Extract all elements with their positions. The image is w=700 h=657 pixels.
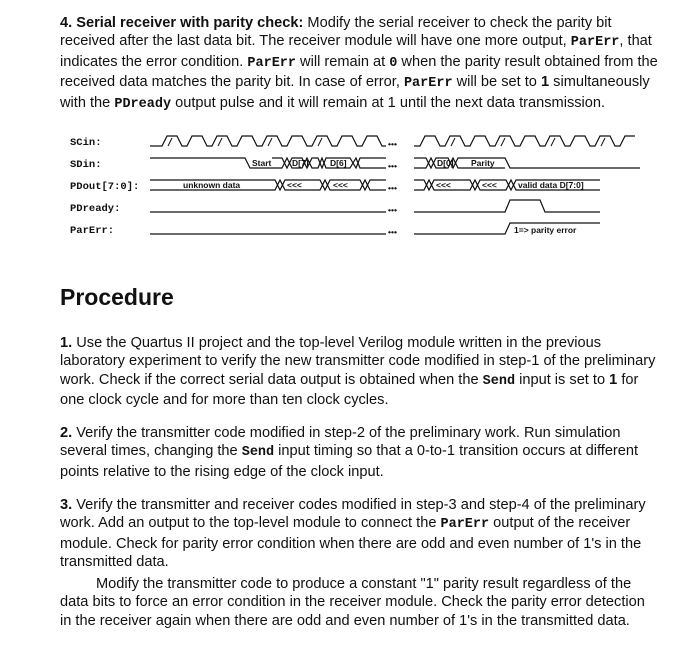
sdin-label-parity: Parity (471, 158, 495, 168)
code-send: Send (241, 445, 275, 461)
dots: ••• (388, 161, 397, 171)
pdout-label-shift: <<< (333, 180, 348, 190)
code-send: Send (482, 373, 516, 389)
dots: ••• (388, 139, 397, 149)
step-3-text-2: output of the receiver module. Check for parity error condition when there are odd and even number of 1's in the transmitted data. (60, 515, 642, 571)
procedure-step-3 (60, 496, 660, 572)
procedure-step-3-followup (60, 575, 660, 630)
step-1-number: 1. (60, 335, 73, 351)
task4-text-4: when the parity result obtained from the received data matches the parity bit. In case of error, (60, 53, 658, 91)
procedure-step-1 (60, 334, 660, 410)
step-1-text-1: Use the Quartus II project and the top-level Verilog module written in the previous laboratory experiment to verify the new transmitter code modified in step-1 of the preliminary work. Check if the correct serial data output is obtained when the (60, 335, 656, 388)
code-parerr: ParErr (570, 35, 620, 51)
sdin-label-d7: D[7] (292, 158, 309, 168)
task4-text-3: will remain at (296, 53, 390, 70)
pdout-label-shift: <<< (436, 180, 451, 190)
dots: ••• (388, 205, 397, 215)
timing-diagram (0, 0, 700, 245)
procedure-heading: Procedure (60, 284, 174, 310)
code-parerr: ParErr (403, 76, 453, 92)
code-parerr: ParErr (440, 517, 490, 533)
pdout-label-shift: <<< (482, 180, 497, 190)
task4-text-6: simultaneously with the (60, 74, 650, 111)
code-pdready: PDready (114, 96, 172, 112)
task4-text-7: output pulse and it will remain at 1 until the next data transmission. (171, 94, 606, 111)
task4-text-2: , that indicates the error condition. (60, 33, 652, 70)
dots: ••• (388, 183, 397, 193)
sdin-label-d0: D[0] (437, 158, 454, 168)
task4-text-1: Modify the serial receiver to check the parity bit received after the last data bit. The receiver module will have one more output, (60, 15, 612, 50)
parerr-label: 1=> parity error (514, 225, 577, 235)
task4-number: 4. (60, 15, 73, 31)
step-1-text-2: input is set to (515, 371, 610, 388)
pdready-waveform (150, 200, 600, 212)
value-one: 1 (540, 74, 550, 91)
sdin-label-d6: D[6] (330, 158, 347, 168)
task4-title: Serial receiver with parity check: (76, 15, 304, 31)
signal-label-pdout: PDout[7:0]: (70, 181, 140, 193)
dots: ••• (388, 227, 397, 237)
signal-label-scin: SCin: (70, 137, 102, 149)
step-3-text-1: Verify the transmitter and receiver codes modified in step-3 and step-4 of the preliminary work. Add an output to the top-level module to connect the (60, 497, 646, 532)
pdout-label-shift: <<< (287, 180, 302, 190)
step-3-number: 3. (60, 497, 73, 513)
procedure-step-2 (60, 424, 660, 481)
code-parerr: ParErr (247, 55, 296, 71)
signal-label-pdready: PDready: (70, 203, 121, 215)
step-2-text-2: input timing so that a 0-to-1 transition occurs at different points relative to the rising edge of the clock input. (60, 443, 639, 480)
signal-label-sdin: SDin: (70, 159, 102, 171)
pdout-label-valid: valid data D[7:0] (518, 180, 584, 190)
pdout-label-unknown: unknown data (183, 180, 241, 190)
task4-text-5: will be set to (452, 74, 541, 91)
step-3b-text: Modify the transmitter code to produce a constant "1" parity result regardless of the data bits to force an error condition in the receiver module. Check the parity error detection in the receiver again when there are odd and even number of 1's in the transmitted data. (60, 576, 645, 629)
step-1-text-3: for one clock cycle and for more than ten clock cycles. (60, 371, 639, 409)
value-one: 1 (609, 371, 618, 388)
sdin-label-start: Start (252, 158, 272, 168)
value-zero: 0 (389, 55, 398, 71)
step-2-text-1: Verify the transmitter code modified in step-2 of the preliminary work. Run simulation several times, changing the (60, 425, 621, 460)
step-2-number: 2. (60, 425, 73, 441)
signal-label-parerr: ParErr: (70, 225, 115, 237)
